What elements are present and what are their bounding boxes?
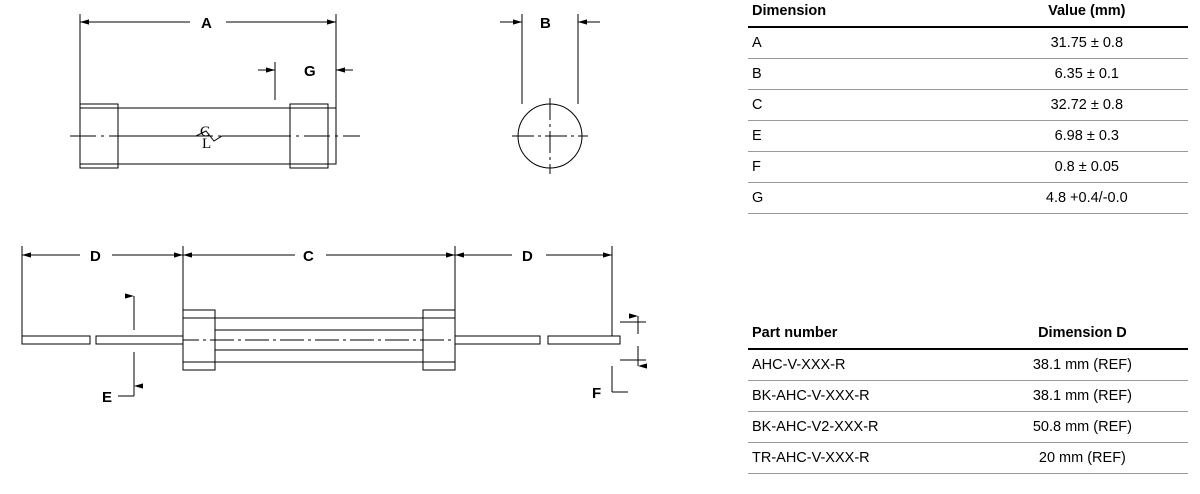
label-d-right: D — [522, 248, 533, 265]
table-row — [748, 183, 1188, 214]
table-row — [748, 381, 1188, 412]
lead-right-outer — [548, 336, 620, 344]
dimension-cell: F — [748, 152, 986, 183]
dimension-d-cell: 38.1 mm (REF) — [977, 349, 1188, 381]
dimension-d-cell: 38.1 mm (REF) — [977, 381, 1188, 412]
dimension-cell: A — [748, 27, 986, 59]
part-col-header: Part number — [748, 322, 977, 349]
label-centerline: C — [200, 124, 211, 140]
table-header-row — [748, 0, 1188, 27]
label-b: B — [540, 15, 551, 32]
dimension-cell: C — [748, 90, 986, 121]
dimension-d-cell: 20 mm (REF) — [977, 443, 1188, 474]
value-cell: 6.98 ± 0.3 — [986, 121, 1188, 152]
label-e: E — [102, 389, 113, 406]
table-row — [748, 90, 1188, 121]
value-cell: 31.75 ± 0.8 — [986, 27, 1188, 59]
table-row — [748, 27, 1188, 59]
value-cell: 4.8 +0.4/-0.0 — [986, 183, 1188, 214]
value-col-header: Value (mm) — [986, 0, 1188, 27]
dimension-d-cell: 50.8 mm (REF) — [977, 412, 1188, 443]
table-row — [748, 152, 1188, 183]
part-cell: BK-AHC-V2-XXX-R — [748, 412, 977, 443]
lead-left-inner — [96, 336, 183, 344]
dimension-cell: G — [748, 183, 986, 214]
part-cell: BK-AHC-V-XXX-R — [748, 381, 977, 412]
lead-left-outer — [22, 336, 90, 344]
part-cell: TR-AHC-V-XXX-R — [748, 443, 977, 474]
label-a: A — [201, 15, 212, 32]
dimension-d-col-header: Dimension D — [977, 322, 1188, 349]
value-cell: 32.72 ± 0.8 — [986, 90, 1188, 121]
lead-right-inner — [455, 336, 540, 344]
dimension-table — [748, 0, 1188, 214]
dimension-cell: B — [748, 59, 986, 90]
label-g: G — [304, 63, 316, 80]
table-row — [748, 121, 1188, 152]
label-d-left: D — [90, 248, 101, 265]
part-number-table — [748, 322, 1188, 474]
table-row — [748, 412, 1188, 443]
table-row — [748, 443, 1188, 474]
label-c: C — [303, 248, 314, 265]
table-header-row — [748, 322, 1188, 349]
table-row — [748, 349, 1188, 381]
value-cell: 6.35 ± 0.1 — [986, 59, 1188, 90]
dimension-table-block — [748, 0, 1188, 214]
dimension-col-header: Dimension — [748, 0, 986, 27]
label-centerline-sub: L — [202, 136, 212, 152]
table-row — [748, 59, 1188, 90]
value-cell: 0.8 ± 0.05 — [986, 152, 1188, 183]
part-number-table-block — [748, 322, 1188, 474]
part-cell: AHC-V-XXX-R — [748, 349, 977, 381]
label-f: F — [592, 385, 602, 402]
dimension-cell: E — [748, 121, 986, 152]
